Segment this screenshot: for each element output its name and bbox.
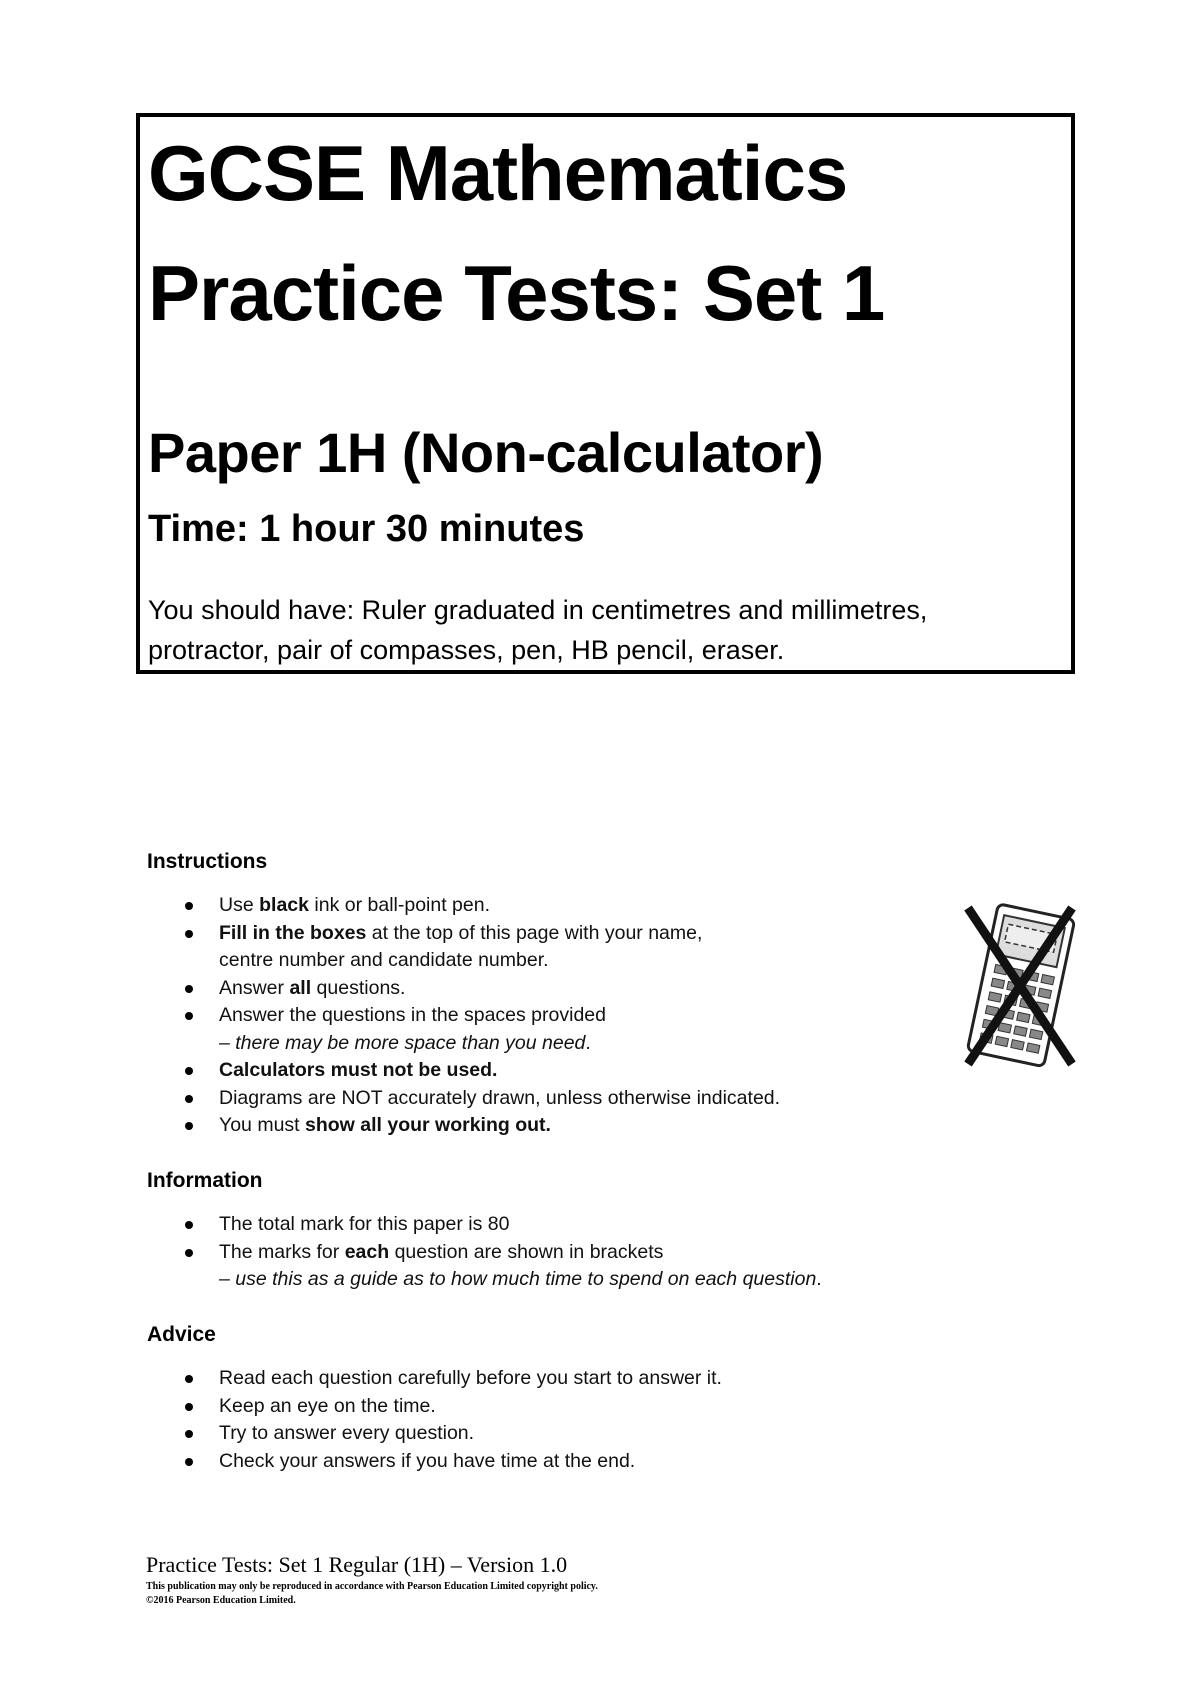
- list-item-continuation: – use this as a guide as to how much time to spend on each question.: [219, 1268, 822, 1290]
- list-item: The total mark for this paper is 80: [0, 1211, 822, 1239]
- copyright-notice: ©2016 Pearson Education Limited.: [146, 1595, 296, 1606]
- list-item: Keep an eye on the time.: [0, 1393, 722, 1421]
- copyright-policy: This publication may only be reproduced in accordance with Pearson Education Limited copyright policy.: [146, 1581, 598, 1592]
- time-allowed: Time: 1 hour 30 minutes: [148, 508, 585, 550]
- instructions-list: [0, 892, 780, 1140]
- crossed-out-calculator-icon: [960, 900, 1080, 1070]
- advice-heading: Advice: [147, 1323, 216, 1346]
- list-item-continuation: – there may be more space than you need.: [219, 1031, 591, 1054]
- list-item: Check your answers if you have time at the end.: [0, 1448, 722, 1476]
- information-list: [0, 1211, 822, 1294]
- footer-title: Practice Tests: Set 1 Regular (1H) – Version 1.0: [146, 1552, 568, 1577]
- requirements-line-2: protractor, pair of compasses, pen, HB pencil, eraser.: [148, 635, 785, 665]
- list-item-continuation: centre number and candidate number.: [219, 949, 549, 971]
- list-item: Answer all questions.: [0, 975, 780, 1003]
- information-heading: Information: [147, 1169, 263, 1192]
- list-item: Answer the questions in the spaces provided: [0, 1002, 780, 1030]
- title-line-2: Practice Tests: Set 1: [148, 249, 885, 337]
- advice-list: [0, 1365, 722, 1475]
- list-item: You must show all your working out.: [0, 1112, 780, 1140]
- list-item: Calculators must not be used.: [0, 1057, 780, 1085]
- requirements-line-1: You should have: Ruler graduated in centimetres and millimetres,: [148, 595, 928, 625]
- list-item: Fill in the boxes at the top of this page with your name,: [0, 920, 780, 948]
- title-line-1: GCSE Mathematics: [148, 129, 848, 217]
- list-item: Try to answer every question.: [0, 1420, 722, 1448]
- footer-copyright: [146, 1580, 598, 1608]
- instructions-heading: Instructions: [147, 850, 268, 873]
- paper-title: Paper 1H (Non-calculator): [148, 421, 824, 484]
- list-item: Read each question carefully before you start to answer it.: [0, 1365, 722, 1393]
- list-item: Diagrams are NOT accurately drawn, unless otherwise indicated.: [0, 1085, 780, 1113]
- list-item: The marks for each question are shown in brackets: [0, 1239, 822, 1267]
- list-item: Use black ink or ball-point pen.: [0, 892, 780, 920]
